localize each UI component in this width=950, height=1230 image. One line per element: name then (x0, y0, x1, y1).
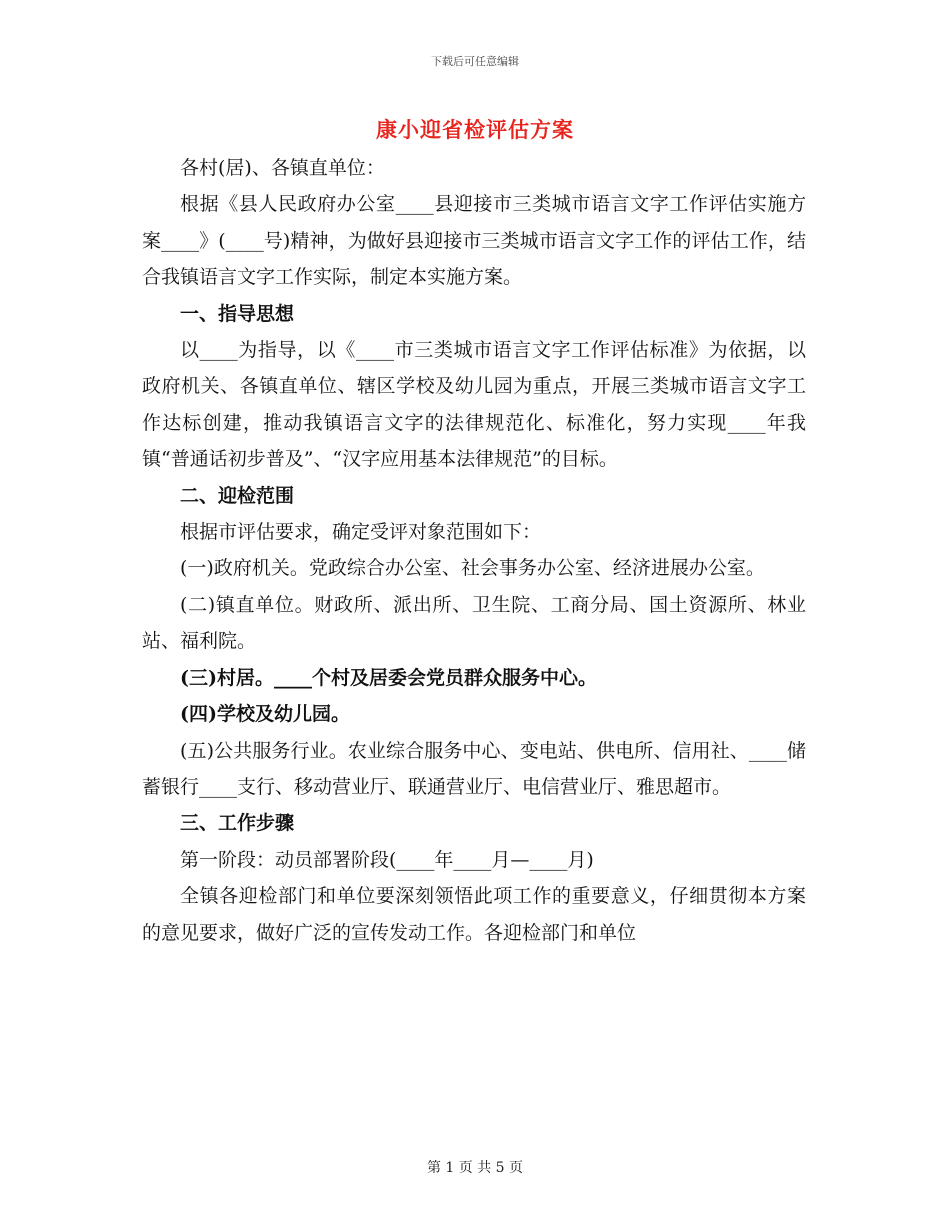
scope-intro-paragraph: 根据市评估要求，确定受评对象范围如下： (180, 521, 542, 544)
scope-item-villages: (三)村居。____个村及居委会党员群众服务中心。 (180, 666, 597, 689)
section-heading-inspection-scope: 二、迎检范围 (180, 484, 295, 507)
scope-item-government: (一)政府机关。党政综合办公室、社会事务办公室、经济进展办公室。 (180, 557, 765, 580)
intro-paragraph: 根据《县人民政府办公室____县迎接市三类城市语言文字工作评估实施方案____》(____号)精神，为做好县迎接市三类城市语言文字工作的评估工作，结合我镇语言文字工作实际，制定本实施方案。 (142, 193, 806, 289)
scope-item-town-units: (二)镇直单位。财政所、派出所、卫生院、工商分局、国土资源所、林业站、福利院。 (142, 593, 806, 653)
scope-item-public-services: (五)公共服务行业。农业综合服务中心、变电站、供电所、信用社、____储蓄银行____支行、移动营业厅、联通营业厅、电信营业厅、雅思超市。 (142, 739, 806, 798)
scope-item-schools: (四)学校及幼儿园。 (180, 703, 350, 726)
section-heading-work-steps: 三、工作步骤 (180, 812, 295, 835)
page-footer: 第 1 页 共 5 页 (426, 1160, 524, 1176)
salutation: 各村(居)、各镇直单位： (180, 157, 385, 179)
stage-one-heading: 第一阶段：动员部署阶段(____年____月—____月) (180, 848, 594, 871)
section-heading-guiding-thought: 一、指导思想 (180, 302, 295, 325)
guiding-thought-paragraph: 以____为指导，以《____市三类城市语言文字工作评估标准》为依据，以政府机关、各镇直单位、辖区学校及幼儿园为重点，开展三类城市语言文字工作达标创建，推动我镇语言文字的法律规范化、标准化，努力实现____年我镇“普通话初步普及”、“汉字应用基本法律规范”的目标。 (142, 339, 806, 471)
document-body (142, 150, 806, 951)
document-title: 康小迎省检评估方案 (376, 117, 574, 142)
stage-one-paragraph: 全镇各迎检部门和单位要深刻领悟此项工作的重要意义，仔细贯彻本方案的意见要求，做好广泛的宣传发动工作。各迎检部门和单位 (142, 885, 806, 944)
page-header: 下载后可任意编辑 (431, 55, 519, 68)
